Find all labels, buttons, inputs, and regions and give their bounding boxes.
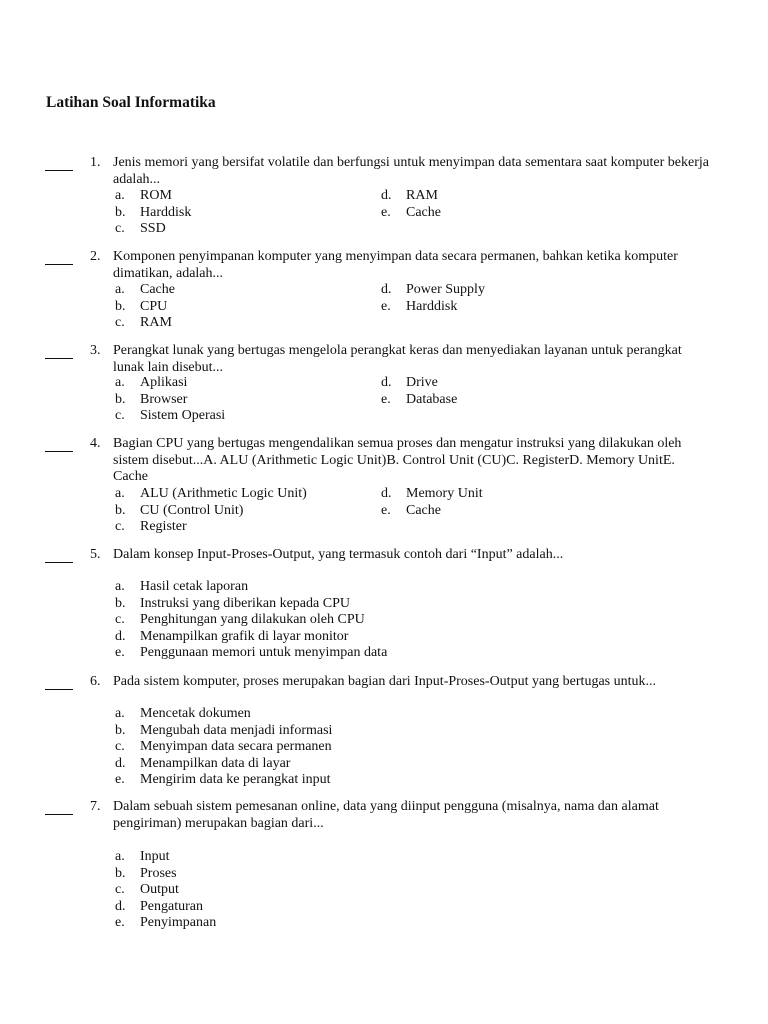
option-letter: b. [115, 204, 126, 220]
option-text: Hasil cetak laporan [140, 579, 249, 594]
option-d [381, 188, 438, 205]
option-letter: a. [115, 375, 125, 390]
option-c [115, 612, 365, 629]
option-text: Menampilkan data di layar [140, 755, 291, 771]
option-letter: a. [115, 486, 125, 501]
option-e [381, 205, 441, 222]
option-b [115, 205, 191, 222]
option-text: CU (Control Unit) [140, 502, 244, 518]
option-c [115, 739, 332, 756]
option-letter: e. [381, 502, 391, 518]
option-b [115, 596, 350, 613]
option-letter: a. [115, 188, 125, 203]
option-text: ROM [140, 188, 172, 203]
option-text: Input [140, 849, 170, 864]
option-e [381, 392, 457, 409]
option-text: Harddisk [140, 204, 192, 220]
option-text: Penyimpanan [140, 915, 217, 930]
option-text: ALU (Arithmetic Logic Unit) [140, 486, 307, 501]
option-e [115, 772, 331, 789]
option-letter: d. [381, 486, 392, 501]
question-number: 7. [90, 799, 101, 814]
option-letter: a. [115, 282, 125, 297]
answer-blank [45, 548, 73, 563]
option-a [115, 188, 172, 205]
option-text: Instruksi yang diberikan kepada CPU [140, 595, 350, 611]
option-a [115, 486, 307, 503]
option-letter: e. [115, 915, 125, 930]
option-letter: b. [115, 502, 126, 518]
option-e [115, 645, 387, 662]
option-letter: b. [115, 865, 126, 881]
option-text: Cache [406, 204, 441, 220]
option-b [115, 392, 187, 409]
option-e [115, 915, 216, 932]
option-letter: c. [115, 315, 125, 330]
answer-blank [45, 437, 73, 452]
option-text: Sistem Operasi [140, 408, 226, 423]
option-letter: a. [115, 706, 125, 721]
option-d [115, 899, 203, 916]
option-letter: c. [115, 221, 125, 236]
option-letter: b. [115, 595, 126, 611]
option-text: Proses [140, 865, 177, 881]
option-a [115, 375, 187, 392]
option-letter: c. [115, 882, 125, 897]
option-letter: b. [115, 298, 126, 314]
option-d [381, 282, 485, 299]
option-letter: d. [381, 375, 392, 390]
option-c [115, 221, 166, 238]
option-d [381, 375, 438, 392]
option-text: Menampilkan grafik di layar monitor [140, 628, 349, 644]
option-b [115, 299, 167, 316]
option-letter: a. [115, 849, 125, 864]
option-text: RAM [406, 188, 438, 203]
option-b [115, 866, 177, 883]
question-number: 1. [90, 155, 101, 170]
answer-blank [45, 344, 73, 359]
answer-blank [45, 156, 73, 171]
answer-blank [45, 675, 73, 690]
option-text: Register [140, 519, 187, 534]
option-b [115, 503, 243, 520]
option-b [115, 723, 332, 740]
option-text: Menyimpan data secara permanen [140, 739, 332, 754]
option-text: Cache [140, 282, 175, 297]
question-number: 3. [90, 343, 101, 358]
option-letter: c. [115, 408, 125, 423]
option-a [115, 706, 251, 723]
question-number: 6. [90, 674, 101, 689]
question-text: Perangkat lunak yang bertugas mengelola perangkat keras dan menyediakan layanan untuk perangkat lunak lain disebut... [113, 343, 682, 375]
option-text: Harddisk [406, 298, 458, 314]
question-text: Dalam konsep Input-Proses-Output, yang termasuk contoh dari “Input” adalah... [113, 547, 564, 562]
option-e [381, 503, 441, 520]
option-text: Memory Unit [406, 486, 483, 501]
option-text: Output [140, 882, 179, 897]
option-c [115, 519, 187, 536]
option-letter: b. [115, 722, 126, 738]
option-letter: d. [381, 188, 392, 203]
option-d [115, 629, 348, 646]
question-number: 4. [90, 436, 101, 451]
question-text: Bagian CPU yang bertugas mengendalikan semua proses dan mengatur instruksi yang dilakukan oleh sistem disebut...A. ALU (Arithmetic Logic Unit)B. Control Unit (CU)C. RegisterD. Memory UnitE. Cache [113, 436, 682, 484]
option-a [115, 579, 248, 596]
document-title: Latihan Soal Informatika [46, 94, 216, 111]
option-a [115, 282, 175, 299]
option-letter: e. [115, 772, 125, 787]
option-letter: e. [381, 204, 391, 220]
option-text: RAM [140, 315, 172, 330]
option-letter: d. [115, 628, 126, 644]
option-letter: e. [381, 298, 391, 314]
option-letter: d. [115, 898, 126, 914]
option-a [115, 849, 170, 866]
question-text: Komponen penyimpanan komputer yang menyimpan data secara permanen, bahkan ketika komputer dimatikan, adalah... [113, 249, 678, 281]
option-text: Database [406, 391, 458, 407]
option-letter: b. [115, 391, 126, 407]
question-text: Dalam sebuah sistem pemesanan online, data yang diinput pengguna (misalnya, nama dan alamat pengiriman) merupakan bagian dari... [113, 799, 659, 831]
option-letter: c. [115, 519, 125, 534]
option-letter: e. [381, 391, 391, 407]
question-number: 5. [90, 547, 101, 562]
option-text: Penghitungan yang dilakukan oleh CPU [140, 612, 365, 627]
option-letter: c. [115, 739, 125, 754]
option-text: Penggunaan memori untuk menyimpan data [140, 645, 388, 660]
option-c [115, 408, 225, 425]
option-text: Aplikasi [140, 375, 188, 390]
question-number: 2. [90, 249, 101, 264]
option-letter: e. [115, 645, 125, 660]
option-text: Mengubah data menjadi informasi [140, 722, 333, 738]
option-text: Power Supply [406, 282, 485, 297]
option-text: SSD [140, 221, 166, 236]
option-text: Pengaturan [140, 898, 203, 914]
option-text: Mengirim data ke perangkat input [140, 772, 331, 787]
option-text: Cache [406, 502, 441, 518]
option-letter: d. [115, 755, 126, 771]
option-e [381, 299, 457, 316]
option-d [381, 486, 483, 503]
option-letter: d. [381, 282, 392, 297]
answer-blank [45, 800, 73, 815]
option-text: Mencetak dokumen [140, 706, 251, 721]
option-d [115, 756, 290, 773]
question-text: Pada sistem komputer, proses merupakan bagian dari Input-Proses-Output yang bertugas untuk... [113, 674, 656, 689]
option-c [115, 315, 172, 332]
option-text: Drive [406, 375, 438, 390]
answer-blank [45, 250, 73, 265]
option-letter: c. [115, 612, 125, 627]
option-text: CPU [140, 298, 168, 314]
option-c [115, 882, 179, 899]
option-letter: a. [115, 579, 125, 594]
question-text: Jenis memori yang bersifat volatile dan berfungsi untuk menyimpan data sementara saat komputer bekerja adalah... [113, 155, 709, 187]
option-text: Browser [140, 391, 188, 407]
